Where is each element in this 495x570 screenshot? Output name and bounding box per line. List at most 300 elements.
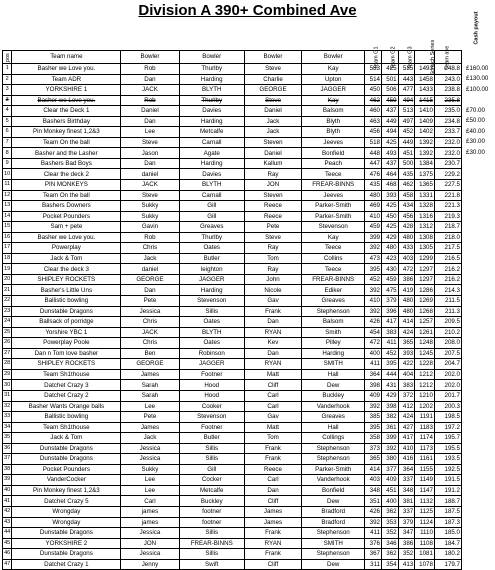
table-row — [3, 180, 462, 191]
bowler-cell: JACK — [121, 85, 179, 96]
game1-cell: 472 — [365, 338, 382, 349]
table-row — [3, 485, 462, 496]
bowler-cell: james — [121, 517, 179, 528]
bowler-cell: Dan — [244, 485, 301, 496]
pos-cell: 46 — [3, 549, 12, 560]
pos-cell: 7 — [3, 137, 12, 148]
table-row — [3, 285, 462, 296]
scratch-cell: 1365 — [415, 180, 435, 191]
bowler-cell: Carl — [244, 390, 301, 401]
game2-cell: 475 — [382, 285, 399, 296]
bowler-cell: Steve — [121, 190, 179, 201]
bowler-cell: Frank — [244, 454, 301, 465]
payout-amount: £30.00 — [466, 148, 485, 156]
bowler-cell: Charlie — [244, 74, 301, 85]
ave-cell: 202.0 — [434, 380, 461, 391]
bowler-cell: JACK — [121, 180, 179, 191]
bowler-cell: Sukky — [121, 201, 179, 212]
bowler-cell: Dan — [121, 74, 179, 85]
team-name-cell: Basher we Love you. — [12, 232, 121, 243]
team-name-cell: Team On the ball — [12, 137, 121, 148]
pos-cell: 9 — [3, 158, 12, 169]
game3-cell: 379 — [398, 517, 415, 528]
scratch-cell: 1191 — [415, 412, 435, 423]
table-row — [3, 538, 462, 549]
bowler-cell: daniel — [121, 169, 179, 180]
bowler-cell: GEORGE — [244, 85, 301, 96]
scratch-cell: 1328 — [415, 201, 435, 212]
bowler-cell: Reece — [244, 201, 301, 212]
team-name-cell: Basher's Little Uns — [12, 285, 121, 296]
bowler-cell: Oates — [179, 243, 244, 254]
scratch-cell: 1155 — [415, 464, 435, 475]
game2-cell: 459 — [382, 95, 399, 106]
game3-cell: 347 — [398, 528, 415, 539]
header-bowler-2: Bowler — [179, 51, 244, 64]
game1-cell: 395 — [365, 422, 382, 433]
game1-cell: 410 — [365, 211, 382, 222]
bowler-cell: Ray — [244, 264, 301, 275]
pos-cell: 28 — [3, 359, 12, 370]
game1-cell: 450 — [365, 85, 382, 96]
header-g3: Team G3 — [398, 51, 415, 64]
scratch-cell: 1375 — [415, 169, 435, 180]
game3-cell: 494 — [398, 95, 415, 106]
table-row — [3, 506, 462, 517]
bowler-cell: JAGGER — [302, 85, 365, 96]
team-name-cell: Dunstable Dragons — [12, 306, 121, 317]
bowler-cell: Sillis — [179, 306, 244, 317]
bowler-cell: Smith — [302, 327, 365, 338]
game1-cell: 348 — [365, 485, 382, 496]
table-row — [3, 528, 462, 539]
payout-amount: £70.00 — [466, 106, 485, 114]
scratch-cell: 1312 — [415, 222, 435, 233]
team-name-cell: Datchet Crazy 2 — [12, 390, 121, 401]
pos-cell: 11 — [3, 180, 12, 191]
game3-cell: 535 — [398, 64, 415, 75]
game2-cell: 352 — [382, 528, 399, 539]
bowler-cell: James — [244, 506, 301, 517]
pos-cell: 33 — [3, 412, 12, 423]
team-name-cell: Team ADR — [12, 74, 121, 85]
table-row — [3, 264, 462, 275]
game2-cell: 382 — [382, 412, 399, 423]
bowler-cell: Reece — [244, 464, 301, 475]
game1-cell: 364 — [365, 369, 382, 380]
bowler-cell: RYAN — [244, 359, 301, 370]
bowler-cell: James — [121, 422, 179, 433]
bowler-cell: Sillis — [179, 454, 244, 465]
bowler-cell: Kay — [302, 95, 365, 106]
pos-cell: 42 — [3, 506, 12, 517]
ave-cell: 234.8 — [434, 116, 461, 127]
bowler-cell: Bradford — [302, 506, 365, 517]
ave-cell: 216.2 — [434, 264, 461, 275]
bowler-cell: Rob — [121, 64, 179, 75]
bowler-cell: Kev — [244, 338, 301, 349]
team-name-cell: Powerplay — [12, 243, 121, 254]
game2-cell: 400 — [382, 496, 399, 507]
bowler-cell: Cliff — [244, 496, 301, 507]
game3-cell: 497 — [398, 116, 415, 127]
game1-cell: 385 — [365, 412, 382, 423]
bowler-cell: Swift — [179, 559, 244, 570]
pos-cell: 32 — [3, 401, 12, 412]
game3-cell: 383 — [398, 380, 415, 391]
ave-cell: 180.2 — [434, 549, 461, 560]
bowler-cell: Thurlby — [179, 95, 244, 106]
bowler-cell: daniel — [121, 264, 179, 275]
payout-amount: £40.00 — [466, 127, 485, 135]
game3-cell: 480 — [398, 232, 415, 243]
bowler-cell: Sillis — [179, 528, 244, 539]
bowler-cell: Steven — [244, 190, 301, 201]
pos-cell: 4 — [3, 106, 12, 117]
game3-cell: 422 — [398, 359, 415, 370]
table-row — [3, 359, 462, 370]
pos-cell: 26 — [3, 338, 12, 349]
bowler-cell: SMITH — [302, 359, 365, 370]
bowler-cell: Kallum — [244, 158, 301, 169]
game2-cell: 379 — [382, 296, 399, 307]
bowler-cell: Greaves — [302, 412, 365, 423]
game1-cell: 414 — [365, 464, 382, 475]
bowler-cell: Davies — [179, 169, 244, 180]
ave-cell: 221.8 — [434, 190, 461, 201]
game3-cell: 386 — [398, 274, 415, 285]
table-row — [3, 85, 462, 96]
pos-cell: 20 — [3, 274, 12, 285]
game3-cell: 410 — [398, 443, 415, 454]
bowler-cell: footner — [179, 506, 244, 517]
bowler-cell: FREAR-BINNS — [302, 274, 365, 285]
header-g1: Team G1 — [365, 51, 382, 64]
bowler-cell: Lee — [121, 485, 179, 496]
team-name-cell: Pocket Pounders — [12, 464, 121, 475]
game3-cell: 451 — [398, 148, 415, 159]
table-row — [3, 211, 462, 222]
game3-cell: 477 — [398, 85, 415, 96]
bowler-cell: Frank — [244, 549, 301, 560]
ave-cell: 214.3 — [434, 285, 461, 296]
game1-cell: 411 — [365, 528, 382, 539]
scratch-cell: 1132 — [415, 496, 435, 507]
table-row — [3, 106, 462, 117]
bowler-cell: Dew — [302, 496, 365, 507]
game1-cell: 392 — [365, 285, 382, 296]
game1-cell: 476 — [365, 169, 382, 180]
table-row — [3, 443, 462, 454]
table-row — [3, 517, 462, 528]
scratch-cell: 1286 — [415, 285, 435, 296]
pos-cell: 12 — [3, 190, 12, 201]
game1-cell: 411 — [365, 359, 382, 370]
game1-cell: 392 — [365, 243, 382, 254]
cash-payout-column: Cash payout £160.00 £130.00 £100.00 £70.00 £50.00 £40.00 £30.00 £30.00 — [466, 64, 494, 75]
team-name-cell: Jack & Tom — [12, 433, 121, 444]
bowler-cell: Daniel — [244, 148, 301, 159]
bowler-cell: Greaves — [179, 222, 244, 233]
ave-cell: 210.2 — [434, 327, 461, 338]
game1-cell: 376 — [365, 538, 382, 549]
bowler-cell: Stephenson — [302, 528, 365, 539]
bowler-cell: Bonfield — [302, 148, 365, 159]
bowler-cell: Hood — [179, 390, 244, 401]
bowler-cell: Ben — [121, 348, 179, 359]
game2-cell: 493 — [382, 148, 399, 159]
ave-cell: 238.8 — [434, 85, 461, 96]
game2-cell: 452 — [382, 348, 399, 359]
pos-cell: 44 — [3, 528, 12, 539]
game3-cell: 412 — [398, 401, 415, 412]
scratch-cell: 1297 — [415, 264, 435, 275]
bowler-cell: Hood — [179, 380, 244, 391]
table-row — [3, 475, 462, 486]
bowler-cell: Carl — [244, 401, 301, 412]
game3-cell: 403 — [398, 253, 415, 264]
bowler-cell: Butler — [179, 433, 244, 444]
bowler-cell: Oates — [179, 338, 244, 349]
bowler-cell: Footner — [179, 422, 244, 433]
pos-cell: 35 — [3, 433, 12, 444]
table-row — [3, 454, 462, 465]
ave-cell: 218.7 — [434, 222, 461, 233]
bowler-cell: FREAR-BINNS — [302, 180, 365, 191]
header-scratch: Scratch Series — [415, 51, 435, 64]
bowler-cell: James — [121, 369, 179, 380]
team-name-cell: Jack & Tom — [12, 253, 121, 264]
pos-cell: 15 — [3, 222, 12, 233]
table-row — [3, 327, 462, 338]
bowler-cell: Harding — [179, 285, 244, 296]
bowler-cell: Greaves — [302, 296, 365, 307]
game2-cell: 380 — [382, 454, 399, 465]
game1-cell: 463 — [365, 116, 382, 127]
ave-cell: 179.7 — [434, 559, 461, 570]
table-row — [3, 464, 462, 475]
game2-cell: 409 — [382, 475, 399, 486]
bowler-cell: Sukky — [121, 464, 179, 475]
scratch-cell: 1202 — [415, 401, 435, 412]
game3-cell: 434 — [398, 201, 415, 212]
game2-cell: 393 — [382, 190, 399, 201]
ave-cell: 208.0 — [434, 338, 461, 349]
game1-cell: 480 — [365, 190, 382, 201]
payout-amount: £160.00 — [466, 64, 489, 72]
ave-cell: 229.2 — [434, 169, 461, 180]
bowler-cell: Oates — [179, 317, 244, 328]
table-row — [3, 74, 462, 85]
team-name-cell: Basher we Love you. — [12, 95, 121, 106]
bowler-cell: Kay — [302, 64, 365, 75]
bowler-cell: Metcalfe — [179, 485, 244, 496]
bowler-cell: Gav — [244, 412, 301, 423]
bowler-cell: Collins — [302, 253, 365, 264]
game2-cell: 451 — [382, 485, 399, 496]
ave-cell: 235.0 — [434, 106, 461, 117]
bowler-cell: Gill — [179, 211, 244, 222]
pos-cell: 22 — [3, 296, 12, 307]
game3-cell: 413 — [398, 559, 415, 570]
table-row — [3, 253, 462, 264]
bowler-cell: Stephenson — [302, 549, 365, 560]
team-name-cell: Pin Monkey finest 1,2&3 — [12, 485, 121, 496]
team-name-cell: Pocket Pounders — [12, 211, 121, 222]
game3-cell: 352 — [398, 549, 415, 560]
game3-cell: 416 — [398, 454, 415, 465]
table-row — [3, 296, 462, 307]
bowler-cell: Matt — [244, 422, 301, 433]
bowler-cell: GEORGE — [121, 359, 179, 370]
bowler-cell: Pete — [121, 296, 179, 307]
scratch-cell: 1081 — [415, 549, 435, 560]
bowler-cell: Steve — [244, 95, 301, 106]
ave-cell: 211.3 — [434, 306, 461, 317]
bowler-cell: Bonfield — [302, 485, 365, 496]
scratch-cell: 1402 — [415, 127, 435, 138]
game1-cell: 409 — [365, 390, 382, 401]
bowler-cell: Carl — [121, 496, 179, 507]
team-name-cell: Pin Monkey finest 1,2&3 — [12, 127, 121, 138]
team-name-cell: Bashers Birthday — [12, 116, 121, 127]
ave-cell: 187.3 — [434, 517, 461, 528]
scratch-cell: 1149 — [415, 475, 435, 486]
pos-cell: 21 — [3, 285, 12, 296]
table-row — [3, 201, 462, 212]
table-row — [3, 148, 462, 159]
team-name-cell: Clear the deck 3 — [12, 264, 121, 275]
scratch-cell: 1384 — [415, 158, 435, 169]
bowler-cell: Stevenson — [179, 412, 244, 423]
game2-cell: 353 — [382, 517, 399, 528]
table-row — [3, 317, 462, 328]
scratch-cell: 1245 — [415, 348, 435, 359]
bowler-cell: JON — [244, 180, 301, 191]
header-team: Team name — [12, 51, 121, 64]
scratch-cell: 1174 — [415, 433, 435, 444]
pos-cell: 14 — [3, 211, 12, 222]
bowler-cell: Sukky — [121, 211, 179, 222]
bowler-cell: Jack — [121, 433, 179, 444]
bowler-cell: Jack — [244, 116, 301, 127]
bowler-cell: Tom — [244, 253, 301, 264]
table-row — [3, 222, 462, 233]
bowler-cell: Butler — [179, 253, 244, 264]
ave-cell: 230.7 — [434, 158, 461, 169]
game1-cell: 469 — [365, 201, 382, 212]
game1-cell: 392 — [365, 306, 382, 317]
table-row — [3, 380, 462, 391]
bowler-cell: Ediker — [302, 285, 365, 296]
header-bowler-4: Bowler — [302, 51, 365, 64]
pos-cell: 43 — [3, 517, 12, 528]
bowler-cell: Dan — [121, 285, 179, 296]
bowler-cell: Cliff — [244, 380, 301, 391]
team-name-cell: Dunstable Dragons — [12, 454, 121, 465]
pos-cell: 17 — [3, 243, 12, 254]
ave-cell: 193.5 — [434, 454, 461, 465]
bowler-cell: BLYTH — [179, 327, 244, 338]
game2-cell: 429 — [382, 390, 399, 401]
table-row — [3, 559, 462, 570]
game1-cell: 514 — [365, 74, 382, 85]
team-name-cell: Basher Wants Orange balls — [12, 401, 121, 412]
payout-amount: £100.00 — [466, 85, 489, 93]
table-row — [3, 137, 462, 148]
pos-cell: 27 — [3, 348, 12, 359]
bowler-cell: Ray — [244, 169, 301, 180]
team-name-cell: Wrongday — [12, 506, 121, 517]
bowler-cell: Teece — [302, 169, 365, 180]
table-row — [3, 232, 462, 243]
bowler-cell: Kay — [302, 232, 365, 243]
game1-cell: 426 — [365, 317, 382, 328]
game3-cell: 472 — [398, 264, 415, 275]
team-name-cell: Team Sh1thouse — [12, 422, 121, 433]
team-name-cell: Datchet Crazy 5 — [12, 496, 121, 507]
game3-cell: 452 — [398, 127, 415, 138]
game1-cell: 400 — [365, 348, 382, 359]
scratch-cell: 1124 — [415, 517, 435, 528]
bowler-cell: Dan — [244, 317, 301, 328]
game2-cell: 377 — [382, 464, 399, 475]
ave-cell: 217.5 — [434, 243, 461, 254]
scratch-cell: 1409 — [415, 116, 435, 127]
table-row — [3, 496, 462, 507]
bowler-cell: Rob — [121, 232, 179, 243]
pos-cell: 34 — [3, 422, 12, 433]
pos-cell: 3 — [3, 95, 12, 106]
team-name-cell: Bashers Downers — [12, 201, 121, 212]
table-row — [3, 549, 462, 560]
scratch-cell: 1147 — [415, 485, 435, 496]
bowler-cell: JON — [121, 538, 179, 549]
ave-cell: 187.5 — [434, 506, 461, 517]
table-row — [3, 348, 462, 359]
game2-cell: 459 — [382, 274, 399, 285]
bowler-cell: Ray — [244, 243, 301, 254]
bowler-cell: Gavin — [121, 222, 179, 233]
game1-cell: 392 — [365, 401, 382, 412]
table-row — [3, 433, 462, 444]
pos-cell: 24 — [3, 317, 12, 328]
bowler-cell: Buckley — [179, 496, 244, 507]
scratch-cell: 1299 — [415, 253, 435, 264]
ave-cell: 191.2 — [434, 485, 461, 496]
bowler-cell: Dew — [302, 380, 365, 391]
pos-cell: 10 — [3, 169, 12, 180]
scratch-cell: 1228 — [415, 359, 435, 370]
bowler-cell: Frank — [244, 528, 301, 539]
scratch-cell: 1212 — [415, 380, 435, 391]
scratch-cell: 1248 — [415, 338, 435, 349]
bowler-cell: Jack — [121, 253, 179, 264]
bowler-cell: Sillis — [179, 549, 244, 560]
bowler-cell: Gav — [244, 296, 301, 307]
team-name-cell: Clear the Deck 1 — [12, 106, 121, 117]
ave-cell: 191.5 — [434, 475, 461, 486]
pos-cell: 18 — [3, 253, 12, 264]
team-name-cell: Dunstable Dragons — [12, 528, 121, 539]
team-name-cell: Ballsack of porridge — [12, 317, 121, 328]
scratch-cell: 1297 — [415, 274, 435, 285]
ave-cell: 248.8 — [434, 64, 461, 75]
game3-cell: 414 — [398, 317, 415, 328]
game2-cell: 437 — [382, 158, 399, 169]
bowler-cell: RYAN — [244, 538, 301, 549]
header-row — [3, 51, 462, 64]
